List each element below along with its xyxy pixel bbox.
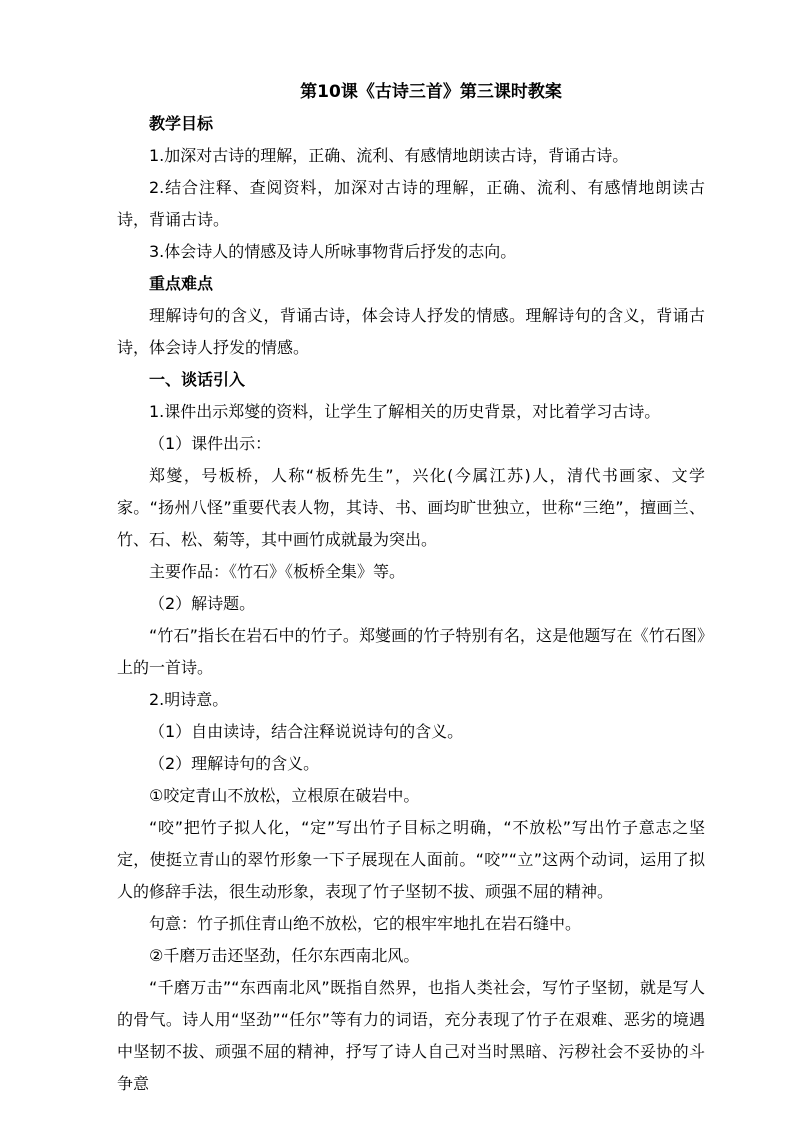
paragraph: 郑燮，号板桥，人称“板桥先生”，兴化(今属江苏)人，清代书画家、文学家。“扬州八怪”重要代表人物，其诗、书、画均旷世独立，世称“三绝”，擅画兰、竹、石、松、菊等，其中画竹成就最为突出。 xyxy=(117,466,705,549)
paragraph: ②千磨万击还坚劲，任尔东西南北风。 xyxy=(149,946,420,965)
paragraph: 句意：竹子抓住青山绝不放松，它的根牢牢地扎在岩石缝中。 xyxy=(149,914,582,933)
paragraph: “千磨万击”“东西南北风”既指自然界，也指人类社会，写竹子坚韧，就是写人的骨气。诗人用“坚劲”“任尔”等有力的词语，充分表现了竹子在艰难、恶劣的境遇中坚韧不拔、顽强不屈的精神，抒写了诗人自己对当时黑暗、污秽社会不妥协的斗争意 xyxy=(117,978,705,1093)
paragraph: 1.课件出示郑燮的资料，让学生了解相关的历史背景，对比着学习古诗。 xyxy=(149,402,661,421)
document-body xyxy=(117,78,705,1100)
paragraph: “咬”把竹子拟人化，“定”写出竹子目标之明确，“不放松”写出竹子意志之坚定，使挺立青山的翠竹形象一下子展现在人面前。“咬”“立”这两个动词，运用了拟人的修辞手法，很生动形象，表现了竹子坚韧不拔、顽强不屈的精神。 xyxy=(117,818,705,901)
paragraph: 2.明诗意。 xyxy=(149,690,229,709)
paragraph: 理解诗句的含义，背诵古诗，体会诗人抒发的情感。理解诗句的含义，背诵古诗，体会诗人抒发的情感。 xyxy=(117,306,705,357)
paragraph: 主要作品：《竹石》《板桥全集》等。 xyxy=(149,562,406,581)
section-heading: 重点难点 xyxy=(149,274,214,293)
paragraph: （1）自由读诗，结合注释说说诗句的含义。 xyxy=(149,722,464,741)
paragraph: （2）理解诗句的含义。 xyxy=(149,754,320,773)
section-heading: 教学目标 xyxy=(149,114,214,133)
section-heading: 一、谈话引入 xyxy=(149,370,246,389)
paragraph: （2）解诗题。 xyxy=(149,594,256,613)
paragraph: “竹石”指长在岩石中的竹子。郑燮画的竹子特别有名，这是他题写在《竹石图》上的一首诗。 xyxy=(117,626,705,677)
paragraph: 1.加深对古诗的理解，正确、流利、有感情地朗读古诗，背诵古诗。 xyxy=(149,146,629,165)
paragraph: （1）课件出示： xyxy=(149,434,272,453)
document-title: 第10课《古诗三首》第三课时教案 xyxy=(300,82,562,102)
paragraph: 3.体会诗人的情感及诗人所咏事物背后抒发的志向。 xyxy=(149,242,517,261)
paragraph: ①咬定青山不放松，立根原在破岩中。 xyxy=(149,786,420,805)
paragraph: 2.结合注释、查阅资料，加深对古诗的理解，正确、流利、有感情地朗读古诗，背诵古诗。 xyxy=(117,178,705,229)
paragraph-list xyxy=(117,108,705,1100)
